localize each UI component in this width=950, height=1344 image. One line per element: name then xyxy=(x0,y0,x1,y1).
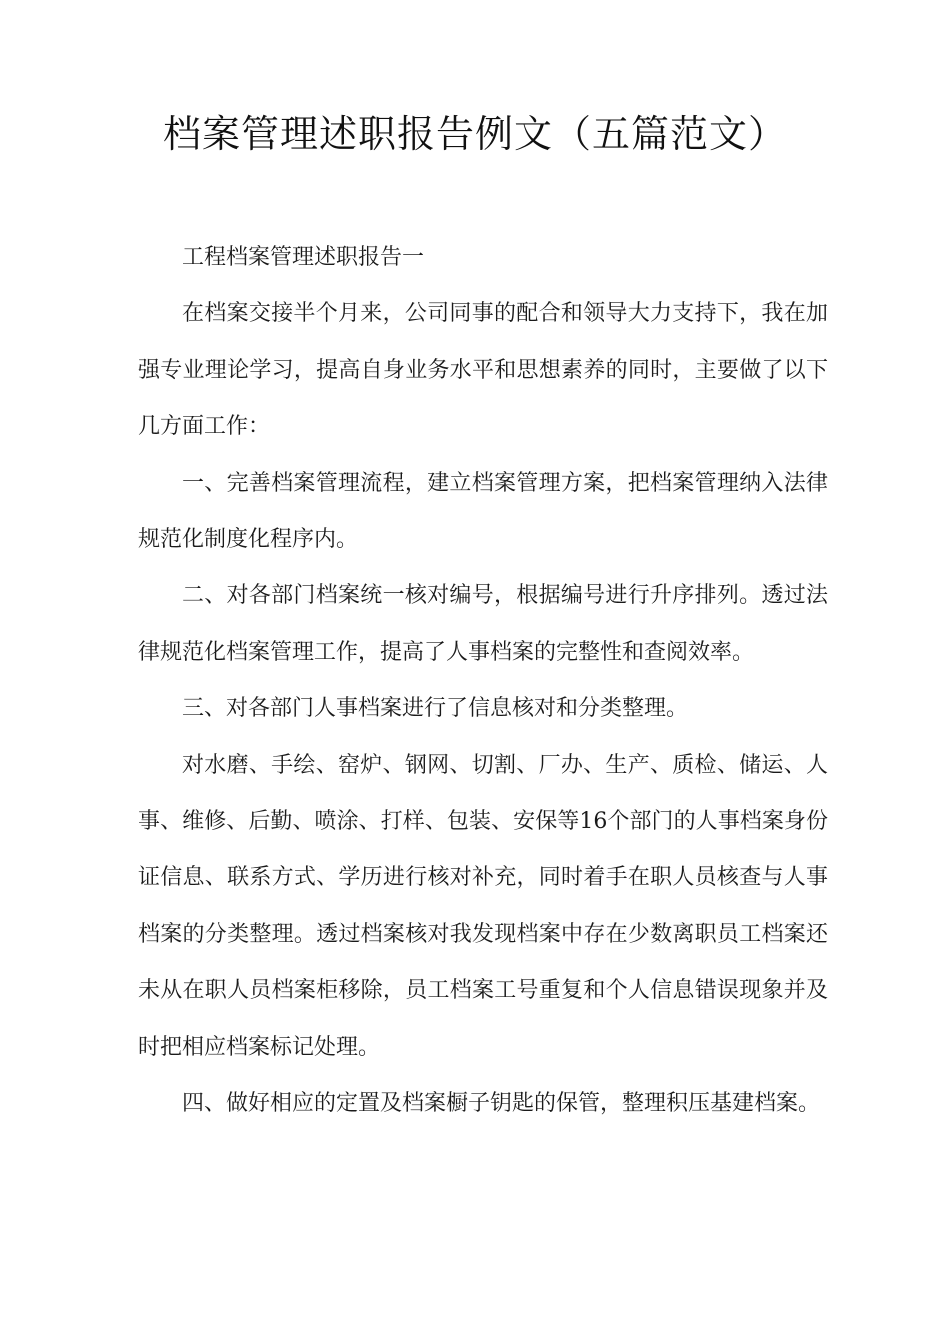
paragraph-item-4: 四、做好相应的定置及档案橱子钥匙的保管，整理积压基建档案。 xyxy=(182,1091,821,1117)
paragraph-intro: 在档案交接半个月来，公司同事的配合和领导大力支持下，我在加强专业理论学习，提高自身业务水平和思想素养的同时，主要做了以下几方面工作： xyxy=(138,301,828,440)
paragraph-departments: 对水磨、手绘、窑炉、钢网、切割、厂办、生产、质检、储运、人事、维修、后勤、喷涂、打样、包装、安保等16个部门的人事档案身份证信息、联系方式、学历进行核对补充，同时着手在职人员核查与人事档案的分类整理。透过档案核对我发现档案中存在少数离职员工档案还未从在职人员档案柜移除，员工档案工号重复和个人信息错误现象并及时把相应档案标记处理。 xyxy=(138,752,828,1060)
document-title: 档案管理述职报告例文（五篇范文） xyxy=(162,112,787,156)
paragraph-item-3: 三、对各部门人事档案进行了信息核对和分类整理。 xyxy=(182,696,689,722)
document-body xyxy=(138,230,828,1133)
paragraph-item-2: 二、对各部门档案统一核对编号，根据编号进行升序排列。透过法律规范化档案管理工作，提高了人事档案的完整性和查阅效率。 xyxy=(138,583,828,665)
paragraph-item-1: 一、完善档案管理流程，建立档案管理方案，把档案管理纳入法律规范化制度化程序内。 xyxy=(138,470,828,553)
section-heading: 工程档案管理述职报告一 xyxy=(182,245,425,270)
